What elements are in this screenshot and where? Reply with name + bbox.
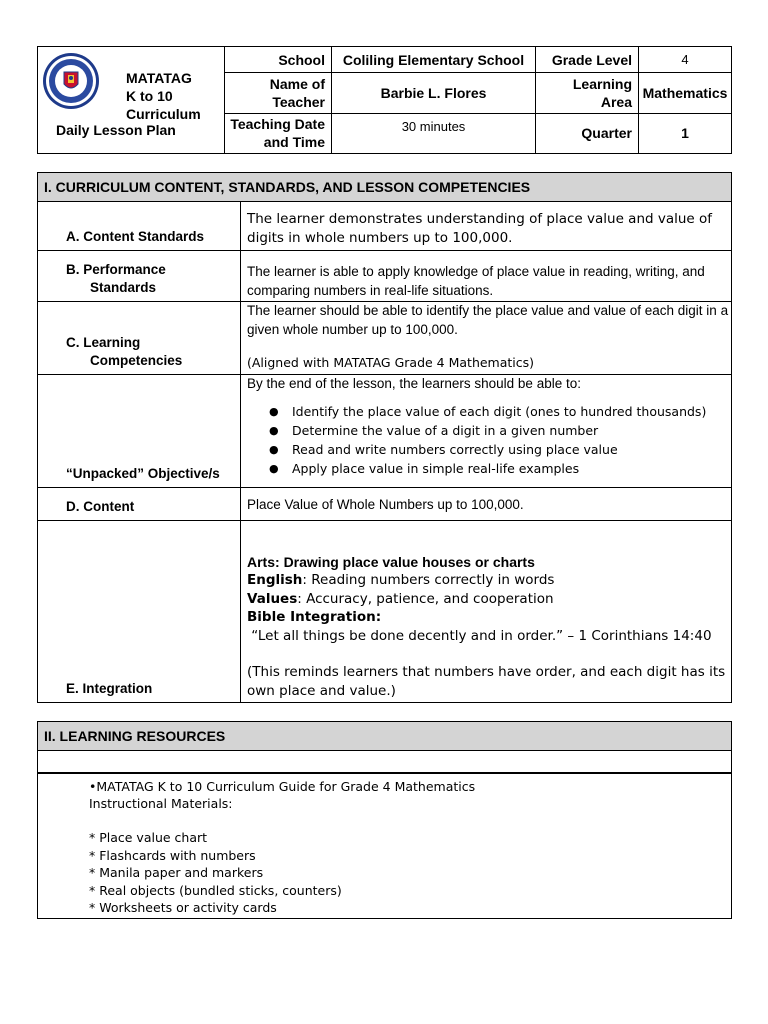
objectives-intro: By the end of the lesson, the learners should be able to: bbox=[247, 376, 581, 391]
teaching-date-label bbox=[225, 113, 332, 153]
objective-item: ● Apply place value in simple real-life examples bbox=[247, 459, 729, 478]
teaching-date-value: 30 minutes bbox=[332, 113, 536, 153]
grade-level-value: 4 bbox=[639, 47, 732, 73]
resources-body bbox=[38, 773, 732, 919]
integration-arts bbox=[247, 553, 729, 572]
school-label: School bbox=[225, 47, 332, 73]
learning-competencies-cell bbox=[241, 302, 732, 375]
arts-label: Arts bbox=[247, 553, 276, 570]
header-table bbox=[37, 46, 732, 154]
material-item: * Worksheets or activity cards bbox=[89, 899, 277, 915]
learning-competencies-note: (Aligned with MATATAG Grade 4 Mathematics) bbox=[247, 355, 535, 370]
quarter-label: Quarter bbox=[536, 113, 639, 153]
performance-standards-label-line-1: B. Performance bbox=[66, 262, 166, 277]
teacher-value: Barbie L. Flores bbox=[332, 73, 536, 113]
quarter-value: 1 bbox=[639, 113, 732, 153]
learning-area-label-line-2: Area bbox=[600, 93, 632, 110]
section-1-heading: I. CURRICULUM CONTENT, STANDARDS, AND LESSON COMPETENCIES bbox=[38, 173, 732, 202]
header-title-cell bbox=[38, 47, 225, 154]
curriculum-section-table bbox=[37, 172, 732, 703]
english-label: English bbox=[247, 572, 303, 588]
learning-area-label-line-1: Learning bbox=[572, 75, 632, 92]
material-item: * Place value chart bbox=[89, 830, 208, 846]
values-label: Values bbox=[247, 590, 298, 607]
grade-level-label: Grade Level bbox=[536, 47, 639, 73]
learning-competencies-label-line-1: C. Learning bbox=[66, 335, 141, 350]
title-line-4: Daily Lesson Plan bbox=[56, 122, 176, 138]
resources-spacer-row bbox=[38, 751, 732, 773]
deped-seal-icon bbox=[42, 52, 100, 110]
integration-english bbox=[247, 571, 729, 590]
objectives-list bbox=[247, 402, 729, 478]
teaching-date-label-line-1: Teaching Date bbox=[230, 116, 325, 133]
performance-standards-label-line-2: Standards bbox=[90, 280, 157, 295]
teaching-date-label-line-2: and Time bbox=[263, 134, 325, 151]
bible-integration-label: Bible Integration: bbox=[247, 609, 382, 625]
material-item: * Real objects (bundled sticks, counters) bbox=[89, 882, 342, 898]
materials-label: Instructional Materials: bbox=[89, 795, 233, 811]
section-2-heading: II. LEARNING RESOURCES bbox=[38, 722, 732, 751]
material-item: * Manila paper and markers bbox=[89, 865, 264, 881]
arts-text: : Drawing place value houses or charts bbox=[275, 553, 535, 570]
learning-competencies-text: The learner should be able to identify the place value and value of each digit in a given whole number up to 100,000. bbox=[247, 303, 729, 337]
learning-competencies-label bbox=[38, 302, 241, 375]
learning-area-value: Mathematics bbox=[639, 73, 732, 113]
performance-standards-label bbox=[38, 251, 241, 302]
content-label: D. Content bbox=[38, 488, 241, 521]
learning-area-label bbox=[536, 73, 639, 113]
values-text: : Accuracy, patience, and cooperation bbox=[297, 590, 554, 607]
title-line-2: K to 10 bbox=[126, 88, 173, 104]
objectives-cell bbox=[241, 375, 732, 488]
english-text: : Reading numbers correctly in words bbox=[302, 572, 555, 588]
content-standards-label: A. Content Standards bbox=[38, 202, 241, 251]
integration-label: E. Integration bbox=[38, 521, 241, 703]
learning-resources-table bbox=[37, 721, 732, 919]
content-standards-text: The learner demonstrates understanding of place value and value of digits in whole numbers up to 100,000. bbox=[241, 202, 732, 251]
title-line-1: MATATAG bbox=[126, 70, 192, 86]
objectives-label: “Unpacked” Objective/s bbox=[38, 375, 241, 488]
bible-note: (This reminds learners that numbers have order, and each digit has its own place and value.) bbox=[247, 664, 726, 699]
school-value: Coliling Elementary School bbox=[332, 47, 536, 73]
material-item: * Flashcards with numbers bbox=[89, 847, 256, 863]
learning-competencies-label-line-2: Competencies bbox=[90, 353, 183, 368]
teacher-label-line-1: Name of bbox=[269, 75, 325, 92]
objective-item: ● Determine the value of a digit in a given number bbox=[247, 421, 729, 440]
title-line-3: Curriculum bbox=[126, 106, 201, 122]
performance-standards-text: The learner is able to apply knowledge of place value in reading, writing, and comparing numbers in real-life situations. bbox=[241, 251, 732, 302]
teacher-label bbox=[225, 73, 332, 113]
content-text: Place Value of Whole Numbers up to 100,000. bbox=[241, 488, 732, 521]
objective-item: ● Read and write numbers correctly using place value bbox=[247, 440, 729, 459]
bible-quote: “Let all things be done decently and in order.” – 1 Corinthians 14:40 bbox=[247, 627, 712, 644]
integration-values bbox=[247, 590, 729, 609]
integration-cell bbox=[241, 521, 732, 703]
teacher-label-line-2: Teacher bbox=[272, 93, 325, 110]
objective-item: ● Identify the place value of each digit (ones to hundred thousands) bbox=[247, 402, 729, 421]
curriculum-guide-item: •MATATAG K to 10 Curriculum Guide for Grade 4 Mathematics bbox=[89, 778, 476, 794]
